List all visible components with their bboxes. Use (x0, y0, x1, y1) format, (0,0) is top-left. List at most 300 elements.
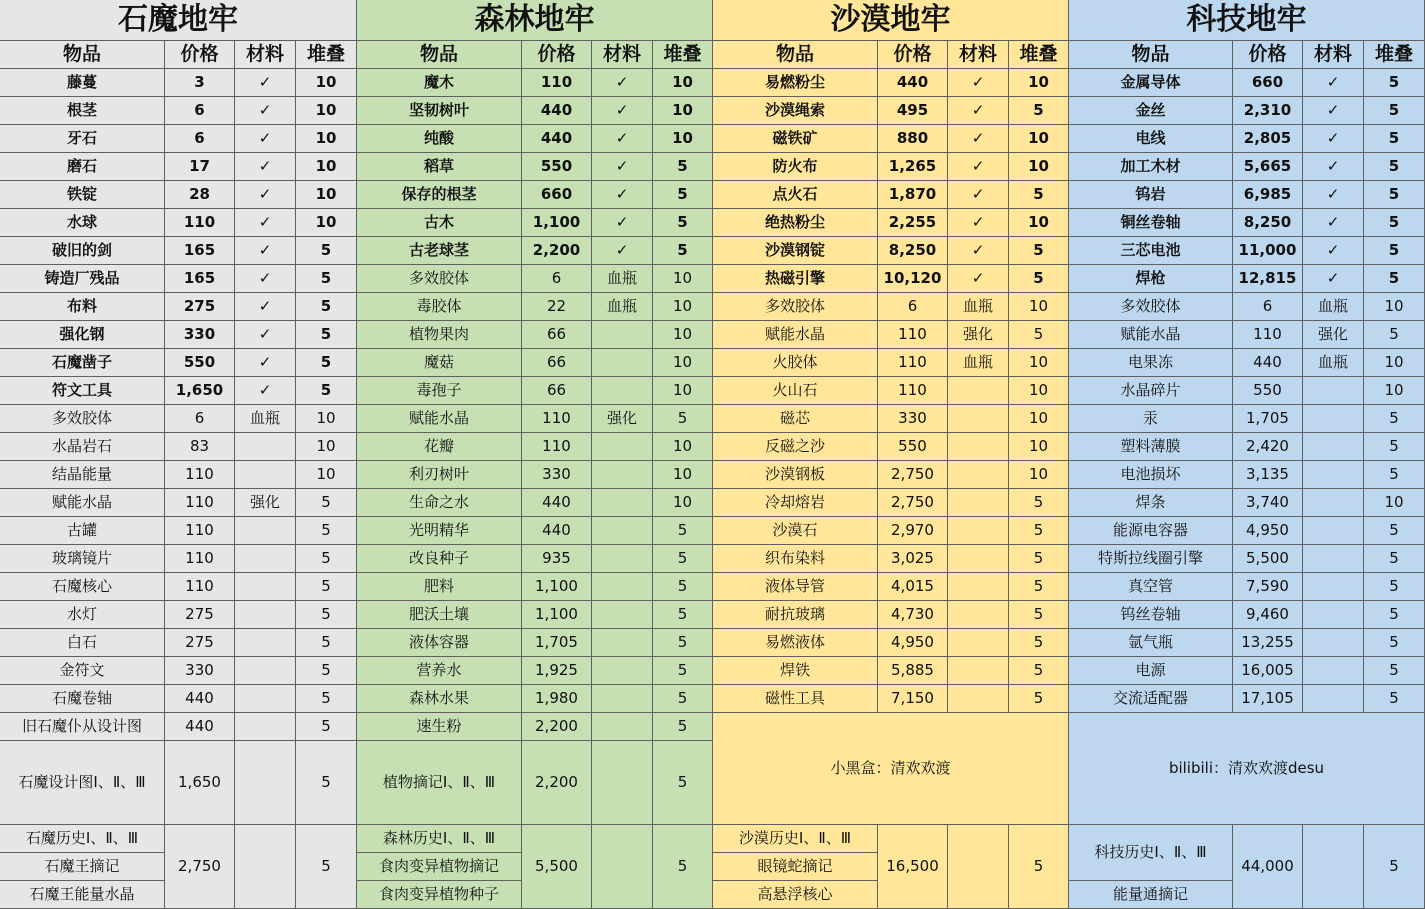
item-material (948, 657, 1009, 685)
item-price: 28 (165, 181, 235, 209)
item-stack: 5 (1009, 545, 1069, 573)
item-material: 血瓶 (235, 405, 296, 433)
item-price: 1,100 (522, 573, 592, 601)
item-stack: 5 (296, 321, 357, 349)
item-material: ✓ (235, 377, 296, 405)
group-item-name: 沙漠历史Ⅰ、Ⅱ、Ⅲ (713, 825, 878, 853)
item-price: 110 (522, 405, 592, 433)
item-price: 2,805 (1233, 125, 1303, 153)
item-name: 火山石 (713, 377, 878, 405)
item-price: 6 (165, 97, 235, 125)
item-name: 赋能水晶 (713, 321, 878, 349)
item-stack: 5 (1364, 97, 1425, 125)
item-name: 植物果肉 (357, 321, 522, 349)
item-material: 血瓶 (1303, 293, 1364, 321)
item-stack: 5 (1364, 265, 1425, 293)
item-stack: 10 (653, 265, 713, 293)
item-price: 2,200 (522, 713, 592, 741)
item-material: ✓ (592, 181, 653, 209)
item-stack: 10 (1009, 405, 1069, 433)
item-name: 钨岩 (1069, 181, 1233, 209)
item-price: 110 (165, 489, 235, 517)
item-stack: 5 (653, 209, 713, 237)
item-stack: 5 (296, 741, 357, 825)
item-name: 金符文 (0, 657, 165, 685)
item-material (235, 573, 296, 601)
item-material: 血瓶 (948, 349, 1009, 377)
item-price: 2,200 (522, 237, 592, 265)
item-name: 热磁引擎 (713, 265, 878, 293)
item-price: 3,025 (878, 545, 948, 573)
item-stack: 5 (1364, 209, 1425, 237)
item-stack: 10 (296, 433, 357, 461)
item-price: 2,200 (522, 741, 592, 825)
item-stack: 5 (653, 517, 713, 545)
item-stack: 10 (653, 377, 713, 405)
item-stack: 10 (653, 489, 713, 517)
item-name: 稻草 (357, 153, 522, 181)
item-name: 植物摘记Ⅰ、Ⅱ、Ⅲ (357, 741, 522, 825)
item-material (1303, 517, 1364, 545)
item-stack: 5 (1364, 629, 1425, 657)
item-stack: 10 (296, 153, 357, 181)
item-price: 9,460 (1233, 601, 1303, 629)
item-price: 6 (878, 293, 948, 321)
item-material: ✓ (948, 265, 1009, 293)
item-name: 符文工具 (0, 377, 165, 405)
item-price: 22 (522, 293, 592, 321)
item-name: 焊枪 (1069, 265, 1233, 293)
item-name: 易燃液体 (713, 629, 878, 657)
item-price: 6 (1233, 293, 1303, 321)
item-stack: 10 (1009, 349, 1069, 377)
item-material (592, 377, 653, 405)
item-name: 石魔卷轴 (0, 685, 165, 713)
item-material: ✓ (948, 69, 1009, 97)
watermark-note: bilibili：清欢欢渡desu (1069, 713, 1425, 825)
item-stack: 5 (653, 685, 713, 713)
item-price: 275 (165, 629, 235, 657)
group-material (1303, 825, 1364, 909)
section-title-desert: 沙漠地牢 (713, 0, 1069, 41)
item-material: ✓ (948, 97, 1009, 125)
item-material: ✓ (1303, 181, 1364, 209)
item-price: 11,000 (1233, 237, 1303, 265)
item-name: 水灯 (0, 601, 165, 629)
item-material (1303, 629, 1364, 657)
item-stack: 5 (296, 517, 357, 545)
item-stack: 5 (653, 601, 713, 629)
item-price: 8,250 (1233, 209, 1303, 237)
item-price: 110 (165, 461, 235, 489)
item-material: ✓ (592, 125, 653, 153)
item-name: 利刃树叶 (357, 461, 522, 489)
group-item-name: 科技历史Ⅰ、Ⅱ、Ⅲ (1069, 825, 1233, 881)
item-stack: 5 (1364, 601, 1425, 629)
group-material (948, 825, 1009, 909)
item-material (1303, 601, 1364, 629)
item-material: ✓ (235, 349, 296, 377)
item-stack: 5 (296, 713, 357, 741)
item-material (948, 405, 1009, 433)
item-name: 电线 (1069, 125, 1233, 153)
item-name: 多效胶体 (357, 265, 522, 293)
item-stack: 5 (1009, 657, 1069, 685)
item-stack: 10 (653, 461, 713, 489)
item-name: 织布染料 (713, 545, 878, 573)
item-material (1303, 433, 1364, 461)
item-stack: 5 (1364, 153, 1425, 181)
header-stack: 堆叠 (1364, 41, 1425, 69)
item-material (235, 713, 296, 741)
item-material (1303, 545, 1364, 573)
item-stack: 10 (1009, 293, 1069, 321)
item-stack: 5 (653, 237, 713, 265)
item-stack: 5 (1364, 321, 1425, 349)
item-name: 石魔凿子 (0, 349, 165, 377)
item-stack: 5 (1364, 517, 1425, 545)
item-name: 石魔设计图Ⅰ、Ⅱ、Ⅲ (0, 741, 165, 825)
item-stack: 5 (1009, 573, 1069, 601)
item-price: 2,420 (1233, 433, 1303, 461)
item-price: 495 (878, 97, 948, 125)
item-stack: 5 (1364, 181, 1425, 209)
item-stack: 10 (1009, 69, 1069, 97)
item-name: 加工木材 (1069, 153, 1233, 181)
group-item-name: 高悬浮核心 (713, 881, 878, 909)
item-material (592, 545, 653, 573)
item-material: ✓ (235, 293, 296, 321)
item-price: 660 (522, 181, 592, 209)
item-price: 6 (165, 405, 235, 433)
item-stack: 5 (653, 405, 713, 433)
item-material: ✓ (235, 209, 296, 237)
item-price: 1,650 (165, 741, 235, 825)
item-name: 魔菇 (357, 349, 522, 377)
item-price: 275 (165, 601, 235, 629)
item-stack: 10 (1009, 461, 1069, 489)
item-stack: 10 (653, 349, 713, 377)
item-price: 660 (1233, 69, 1303, 97)
item-stack: 10 (1009, 433, 1069, 461)
item-material: ✓ (592, 97, 653, 125)
header-material: 材料 (235, 41, 296, 69)
item-price: 440 (522, 125, 592, 153)
item-material (235, 461, 296, 489)
item-name: 牙石 (0, 125, 165, 153)
item-name: 易燃粉尘 (713, 69, 878, 97)
item-price: 330 (522, 461, 592, 489)
item-price: 12,815 (1233, 265, 1303, 293)
item-name: 沙漠绳索 (713, 97, 878, 125)
item-price: 550 (1233, 377, 1303, 405)
item-material: 血瓶 (1303, 349, 1364, 377)
group-stack: 5 (653, 825, 713, 909)
item-name: 汞 (1069, 405, 1233, 433)
item-name: 电果冻 (1069, 349, 1233, 377)
item-stack: 5 (296, 545, 357, 573)
item-name: 藤蔓 (0, 69, 165, 97)
item-price: 110 (165, 573, 235, 601)
item-stack: 5 (1364, 125, 1425, 153)
item-stack: 10 (653, 97, 713, 125)
item-stack: 10 (296, 405, 357, 433)
item-name: 沙漠钢板 (713, 461, 878, 489)
item-material (592, 657, 653, 685)
item-material: ✓ (235, 237, 296, 265)
item-stack: 5 (296, 629, 357, 657)
item-stack: 5 (296, 377, 357, 405)
header-price: 价格 (878, 41, 948, 69)
header-price: 价格 (165, 41, 235, 69)
item-price: 66 (522, 349, 592, 377)
item-stack: 10 (296, 97, 357, 125)
item-material (1303, 377, 1364, 405)
item-stack: 5 (1009, 321, 1069, 349)
item-price: 3 (165, 69, 235, 97)
item-material (592, 713, 653, 741)
item-name: 旧石魔仆从设计图 (0, 713, 165, 741)
item-price: 2,310 (1233, 97, 1303, 125)
item-material (592, 629, 653, 657)
item-name: 钨丝卷轴 (1069, 601, 1233, 629)
item-material: 强化 (235, 489, 296, 517)
item-stack: 10 (653, 433, 713, 461)
item-price: 4,015 (878, 573, 948, 601)
item-material: ✓ (1303, 237, 1364, 265)
item-name: 磁性工具 (713, 685, 878, 713)
item-stack: 10 (653, 69, 713, 97)
item-name: 液体容器 (357, 629, 522, 657)
item-stack: 5 (653, 657, 713, 685)
item-material: ✓ (235, 69, 296, 97)
item-price: 1,705 (1233, 405, 1303, 433)
item-name: 磁芯 (713, 405, 878, 433)
item-name: 能源电容器 (1069, 517, 1233, 545)
item-stack: 10 (653, 321, 713, 349)
item-stack: 5 (1009, 685, 1069, 713)
item-price: 5,665 (1233, 153, 1303, 181)
header-material: 材料 (1303, 41, 1364, 69)
item-price: 110 (165, 517, 235, 545)
item-material: ✓ (948, 181, 1009, 209)
item-price: 440 (522, 97, 592, 125)
item-price: 6 (165, 125, 235, 153)
item-name: 冷却熔岩 (713, 489, 878, 517)
item-price: 550 (878, 433, 948, 461)
item-name: 金丝 (1069, 97, 1233, 125)
item-price: 2,255 (878, 209, 948, 237)
item-material (592, 601, 653, 629)
header-stack: 堆叠 (296, 41, 357, 69)
item-name: 玻璃镜片 (0, 545, 165, 573)
item-stack: 5 (1009, 237, 1069, 265)
item-material (592, 321, 653, 349)
item-price: 4,950 (1233, 517, 1303, 545)
item-price: 1,100 (522, 209, 592, 237)
item-material: ✓ (235, 125, 296, 153)
item-material (948, 545, 1009, 573)
item-material: 血瓶 (948, 293, 1009, 321)
item-price: 1,100 (522, 601, 592, 629)
group-item-name: 食肉变异植物摘记 (357, 853, 522, 881)
item-name: 电池损坏 (1069, 461, 1233, 489)
item-name: 多效胶体 (0, 405, 165, 433)
item-price: 66 (522, 377, 592, 405)
item-price: 16,005 (1233, 657, 1303, 685)
item-stack: 5 (296, 573, 357, 601)
item-name: 速生粉 (357, 713, 522, 741)
header-stack: 堆叠 (653, 41, 713, 69)
item-material: 血瓶 (592, 293, 653, 321)
item-name: 古木 (357, 209, 522, 237)
item-stack: 5 (1364, 685, 1425, 713)
item-stack: 5 (1009, 489, 1069, 517)
item-price: 550 (522, 153, 592, 181)
item-stack: 5 (296, 265, 357, 293)
item-name: 赋能水晶 (357, 405, 522, 433)
item-name: 沙漠石 (713, 517, 878, 545)
item-price: 935 (522, 545, 592, 573)
item-name: 纯酸 (357, 125, 522, 153)
group-item-name: 能量通摘记 (1069, 881, 1233, 909)
item-material (592, 685, 653, 713)
item-name: 火胶体 (713, 349, 878, 377)
item-stack: 5 (1364, 657, 1425, 685)
item-stack: 5 (1364, 405, 1425, 433)
item-name: 水晶岩石 (0, 433, 165, 461)
item-stack: 5 (1009, 629, 1069, 657)
item-material (1303, 405, 1364, 433)
item-name: 光明精华 (357, 517, 522, 545)
item-name: 反磁之沙 (713, 433, 878, 461)
item-stack: 5 (653, 573, 713, 601)
item-price: 66 (522, 321, 592, 349)
item-material: ✓ (948, 125, 1009, 153)
item-material (948, 489, 1009, 517)
item-name: 铜丝卷轴 (1069, 209, 1233, 237)
item-name: 花瓣 (357, 433, 522, 461)
item-price: 110 (165, 545, 235, 573)
item-price: 165 (165, 237, 235, 265)
item-name: 点火石 (713, 181, 878, 209)
item-price: 17 (165, 153, 235, 181)
group-stack: 5 (1364, 825, 1425, 909)
item-name: 保存的根茎 (357, 181, 522, 209)
item-material (235, 517, 296, 545)
group-stack: 5 (1009, 825, 1069, 909)
item-name: 坚韧树叶 (357, 97, 522, 125)
item-price: 330 (165, 321, 235, 349)
item-stack: 5 (1364, 237, 1425, 265)
item-name: 三芯电池 (1069, 237, 1233, 265)
header-material: 材料 (592, 41, 653, 69)
item-name: 电源 (1069, 657, 1233, 685)
group-item-name: 石魔王能量水晶 (0, 881, 165, 909)
section-title-tech: 科技地牢 (1069, 0, 1425, 41)
item-price: 3,135 (1233, 461, 1303, 489)
group-price: 16,500 (878, 825, 948, 909)
item-name: 根茎 (0, 97, 165, 125)
item-stack: 10 (296, 181, 357, 209)
item-price: 550 (165, 349, 235, 377)
item-name: 沙漠钢锭 (713, 237, 878, 265)
item-stack: 10 (1364, 489, 1425, 517)
group-price: 5,500 (522, 825, 592, 909)
item-stack: 5 (653, 629, 713, 657)
item-material: ✓ (235, 265, 296, 293)
item-price: 110 (878, 349, 948, 377)
item-material (1303, 461, 1364, 489)
group-stack: 5 (296, 825, 357, 909)
item-material: ✓ (1303, 265, 1364, 293)
item-price: 2,970 (878, 517, 948, 545)
item-stack: 5 (1009, 517, 1069, 545)
item-material (1303, 489, 1364, 517)
item-stack: 5 (1009, 97, 1069, 125)
header-item: 物品 (713, 41, 878, 69)
item-material: ✓ (1303, 97, 1364, 125)
item-price: 1,870 (878, 181, 948, 209)
item-material (948, 433, 1009, 461)
item-material (592, 433, 653, 461)
item-material (235, 741, 296, 825)
item-material: ✓ (592, 69, 653, 97)
item-name: 赋能水晶 (0, 489, 165, 517)
item-price: 13,255 (1233, 629, 1303, 657)
header-stack: 堆叠 (1009, 41, 1069, 69)
item-name: 多效胶体 (1069, 293, 1233, 321)
item-material (592, 517, 653, 545)
group-material (235, 825, 296, 909)
item-price: 1,650 (165, 377, 235, 405)
item-material (592, 573, 653, 601)
item-name: 塑料薄膜 (1069, 433, 1233, 461)
item-price: 880 (878, 125, 948, 153)
item-stack: 5 (653, 545, 713, 573)
item-price: 5,885 (878, 657, 948, 685)
item-price: 7,150 (878, 685, 948, 713)
group-material (592, 825, 653, 909)
item-material: ✓ (235, 97, 296, 125)
item-price: 8,250 (878, 237, 948, 265)
group-price: 44,000 (1233, 825, 1303, 909)
item-name: 水晶碎片 (1069, 377, 1233, 405)
item-price: 1,980 (522, 685, 592, 713)
item-stack: 5 (296, 601, 357, 629)
item-material: 血瓶 (592, 265, 653, 293)
item-stack: 10 (1009, 377, 1069, 405)
item-price: 4,950 (878, 629, 948, 657)
item-stack: 5 (1364, 461, 1425, 489)
header-price: 价格 (1233, 41, 1303, 69)
header-price: 价格 (522, 41, 592, 69)
item-price: 275 (165, 293, 235, 321)
item-stack: 5 (1364, 573, 1425, 601)
item-stack: 10 (296, 125, 357, 153)
item-name: 结晶能量 (0, 461, 165, 489)
item-price: 330 (878, 405, 948, 433)
item-price: 440 (522, 517, 592, 545)
item-name: 生命之水 (357, 489, 522, 517)
item-name: 特斯拉线圈引擎 (1069, 545, 1233, 573)
item-price: 110 (878, 321, 948, 349)
item-name: 水球 (0, 209, 165, 237)
item-stack: 5 (653, 153, 713, 181)
item-price: 10,120 (878, 265, 948, 293)
item-price: 3,740 (1233, 489, 1303, 517)
item-material (235, 657, 296, 685)
